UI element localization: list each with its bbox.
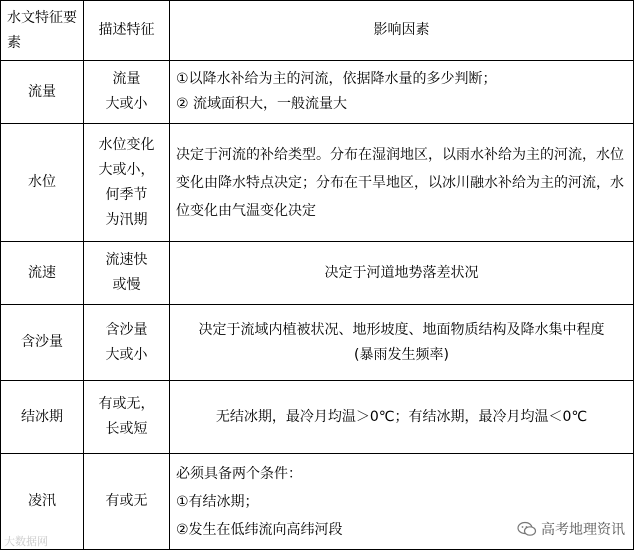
row-element: 流量: [1, 61, 84, 124]
table-row: [1, 124, 634, 242]
feature-line: 水位变化: [98, 136, 155, 153]
watermark-right-text: 高考地理资讯: [541, 522, 625, 538]
wechat-icon: [517, 521, 537, 537]
row-element: 水位: [1, 124, 84, 242]
table-row: [1, 305, 634, 381]
table-row: [1, 242, 634, 305]
row-feature: [84, 305, 170, 381]
factor-line: 必须具备两个条件：: [176, 465, 302, 482]
watermark-right: [517, 519, 625, 539]
row-factors: [170, 381, 634, 454]
row-feature: [84, 124, 170, 242]
factor-line: ①有结冰期；: [176, 493, 259, 510]
row-element: 流速: [1, 242, 84, 305]
header-factors: 影响因素: [170, 1, 634, 61]
feature-line: 大或小: [105, 96, 148, 112]
feature-line: 流速快: [105, 252, 148, 268]
row-factors: [170, 305, 634, 381]
header-element: [1, 1, 84, 61]
row-feature: [84, 242, 170, 305]
row-factors: [170, 124, 634, 242]
factor-line: ②发生在低纬流向高纬河段: [176, 521, 343, 538]
feature-line: 有或无，: [98, 396, 155, 412]
feature-line: 大或小，: [98, 161, 155, 178]
header-feature: 描述特征: [84, 1, 170, 61]
table-row: [1, 61, 634, 124]
row-feature: [84, 381, 170, 454]
table-row: [1, 381, 634, 454]
feature-line: 长或短: [105, 421, 148, 437]
header-element-text: 水文特征要素: [7, 9, 77, 51]
row-factors: [170, 61, 634, 124]
feature-line: 为汛期: [105, 211, 148, 228]
feature-line: 何季节: [105, 186, 148, 203]
watermark-left: 大数据网: [4, 535, 48, 548]
row-factors: [170, 242, 634, 305]
factor-line: ② 流域面积大，一般流量大: [176, 96, 348, 112]
factor-line: 决定于流域内植被状况、地形坡度、地面物质结构及降水集中程度: [198, 321, 605, 338]
row-element: 结冰期: [1, 381, 84, 454]
row-feature: [84, 61, 170, 124]
feature-line: 含沙量: [105, 321, 148, 338]
feature-line: 流量: [112, 71, 141, 87]
row-element: 含沙量: [1, 305, 84, 381]
factor-line: 决定于河流的补给类型。分布在湿润地区，以雨水补给为主的河流，水位变化由降水特点决定；分布在干旱地区，以冰川融水补给为主的河流，水位变化由气温变化决定: [176, 146, 624, 219]
feature-line: 有或无: [105, 493, 148, 509]
feature-line: 大或小: [105, 346, 148, 363]
feature-line: 或慢: [112, 277, 141, 293]
table-header-row: [1, 1, 634, 61]
row-element: 凌汛: [1, 454, 84, 550]
row-feature: [84, 454, 170, 550]
factor-line: 无结冰期，最冷月均温＞0℃；有结冰期，最冷月均温＜0℃: [215, 408, 588, 425]
factor-line: ①以降水补给为主的河流，依据降水量的多少判断；: [176, 71, 497, 87]
factor-line: (暴雨发生频率): [354, 346, 449, 363]
factor-line: 决定于河道地势落差状况: [324, 264, 479, 281]
